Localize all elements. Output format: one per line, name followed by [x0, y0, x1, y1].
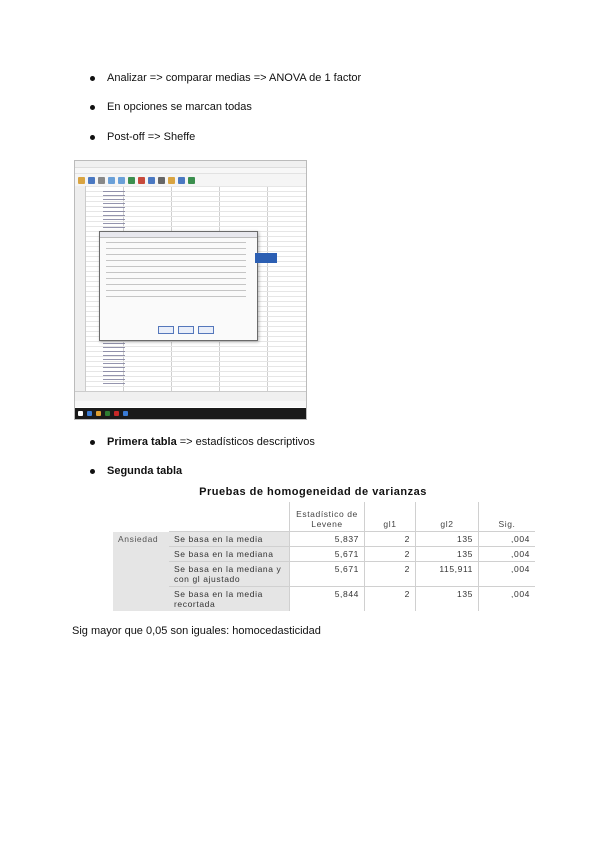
group-label: Ansiedad — [113, 532, 169, 612]
dialog-titlebar — [100, 232, 257, 238]
table-row — [113, 587, 535, 612]
app-icon — [114, 411, 119, 416]
bullet-segunda-tabla — [90, 465, 182, 477]
cell-value: 5,671 — [290, 562, 365, 587]
chart-icon — [138, 177, 145, 184]
folder-icon — [78, 177, 85, 184]
table-header-row — [113, 502, 535, 532]
spss-icon — [123, 411, 128, 416]
cell-value: 115,911 — [416, 562, 479, 587]
cell-value: 2 — [365, 547, 416, 562]
edge-icon — [87, 411, 92, 416]
cell-value: 2 — [365, 562, 416, 587]
header-gl2: gl2 — [416, 502, 479, 532]
table-icon — [148, 177, 155, 184]
cell-value: 5,844 — [290, 587, 365, 612]
bullet-text: => estadísticos descriptivos — [176, 436, 315, 448]
find-icon — [158, 177, 165, 184]
bullet-bold-text: Primera tabla — [107, 436, 177, 448]
dialog-help-button — [198, 326, 214, 334]
table-title: Pruebas de homogeneidad de varianzas — [199, 486, 427, 498]
bullet-postoff — [90, 131, 195, 143]
cell-value: 2 — [365, 587, 416, 612]
header-gl1: gl1 — [365, 502, 416, 532]
row-label: Se basa en la mediana y con gl ajustado — [169, 562, 290, 587]
row-headers — [75, 186, 86, 391]
table-row — [113, 532, 535, 547]
row-label: Se basa en la media — [169, 532, 290, 547]
cell-value: 5,837 — [290, 532, 365, 547]
print-icon — [98, 177, 105, 184]
screenshot-titlebar — [75, 161, 306, 168]
bullet-dot — [90, 469, 95, 474]
cell-value: 5,671 — [290, 547, 365, 562]
bullet-dot — [90, 440, 95, 445]
cell-value: 2 — [365, 532, 416, 547]
row-label: Se basa en la mediana — [169, 547, 290, 562]
excel-icon — [105, 411, 110, 416]
bullet-opciones — [90, 101, 252, 113]
cell-value: ,004 — [479, 562, 536, 587]
start-icon — [78, 411, 83, 416]
header-sig: Sig. — [479, 502, 536, 532]
bullet-dot — [90, 76, 95, 81]
cell-value: 135 — [416, 547, 479, 562]
header-levene: Estadístico de Levene — [290, 502, 365, 532]
empty-header — [169, 502, 290, 532]
conclusion-text: Sig mayor que 0,05 son iguales: homocedasticidad — [72, 625, 321, 637]
options-dialog — [99, 231, 258, 341]
dialog-options — [106, 242, 246, 302]
table-row — [113, 562, 535, 587]
dialog-cancel-button — [178, 326, 194, 334]
row-label: Se basa en la media recortada — [169, 587, 290, 612]
cell-value: 135 — [416, 532, 479, 547]
bullet-primera-tabla — [90, 436, 315, 448]
status-bar — [75, 401, 306, 407]
explorer-icon — [96, 411, 101, 416]
bullet-analizar — [90, 72, 361, 84]
spss-screenshot-image — [74, 160, 307, 420]
bullet-dot — [90, 135, 95, 140]
bullet-bold-text: Segunda tabla — [107, 465, 183, 477]
undo-icon — [108, 177, 115, 184]
redo-icon — [118, 177, 125, 184]
cell-value: ,004 — [479, 587, 536, 612]
bullet-text: En opciones se marcan todas — [107, 101, 252, 113]
select-icon — [188, 177, 195, 184]
bullet-text: Post-off => Sheffe — [107, 131, 196, 143]
split-icon — [168, 177, 175, 184]
empty-header — [113, 502, 169, 532]
bullet-text: Analizar => comparar medias => ANOVA de 1 factor — [107, 72, 362, 84]
dialog-continue-button — [158, 326, 174, 334]
goto-icon — [128, 177, 135, 184]
cell-value: 135 — [416, 587, 479, 612]
side-panel-highlight — [255, 253, 277, 263]
save-icon — [88, 177, 95, 184]
levene-table — [113, 502, 535, 611]
table-row — [113, 547, 535, 562]
cell-value: ,004 — [479, 547, 536, 562]
bullet-dot — [90, 105, 95, 110]
cell-value: ,004 — [479, 532, 536, 547]
weight-icon — [178, 177, 185, 184]
windows-taskbar — [75, 408, 307, 419]
